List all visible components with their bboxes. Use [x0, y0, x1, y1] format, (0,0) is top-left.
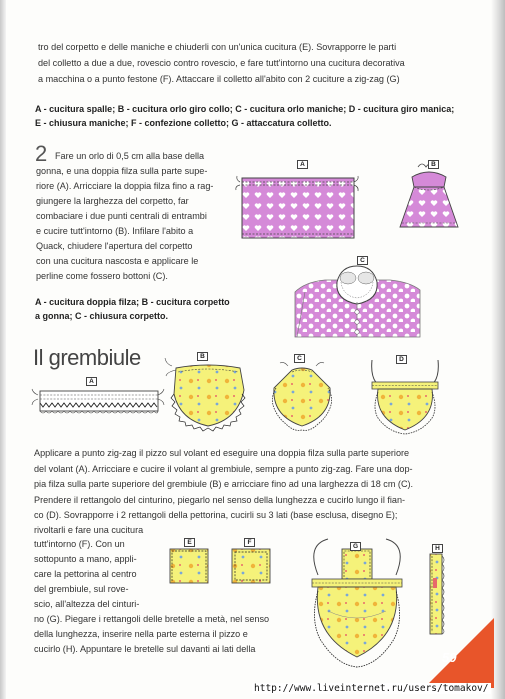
- intro-legend-line-1: A - cucitura spalle; B - cucitura orlo giro collo; C - cucitura orlo maniche; D - cucitura giro manica;: [35, 104, 455, 114]
- section-line-4: Prendere il rettangolo del cinturino, piegarlo nel senso della lunghezza e cucirlo lungo il fian-: [34, 495, 406, 505]
- section-narrow-line-4: del grembiule, sul rove-: [34, 584, 129, 594]
- step2-line-6: e cucire tutt'intorno (B). Infilare l'abito a: [36, 226, 194, 236]
- page-number: 59: [442, 650, 457, 665]
- apron-with-bib-illustration: [298, 535, 416, 675]
- section-narrow-line-5: scio, all'altezza del cinturi-: [34, 599, 140, 609]
- figure-tag-apron-e: E: [184, 538, 195, 547]
- skirt-flat-illustration: [240, 168, 360, 243]
- intro-line-1: tro del corpetto e delle maniche e chiuderli con un'unica cucitura (E). Sovrapporre le parti: [38, 42, 397, 52]
- step2-line-5: combaciare i due punti centrali di entrambi: [36, 211, 207, 221]
- bib-sewn-illustration: [168, 545, 213, 590]
- step2-line-1: Fare un orlo di 0,5 cm alla base della: [55, 151, 205, 161]
- section-line-3: pia filza sulla parte superiore del grembiule (B) e arricciare fino ad una larghezza di 18 cm (C).: [34, 479, 414, 489]
- step2-line-3: riore (A). Arricciare la doppia filza fino a rag-: [36, 181, 214, 191]
- step2-line-7: Quack, chiudere l'apertura del corpetto: [36, 241, 193, 251]
- skirt-gathered-illustration: [392, 165, 467, 245]
- step2-line-9: perline come fossero bottoni (C).: [36, 271, 168, 281]
- step-number: 2: [35, 141, 48, 166]
- figure-tag-a: A: [297, 160, 308, 169]
- page-spine-shadow: [0, 0, 6, 699]
- step2-line-4: giungere la larghezza del corpetto, far: [36, 196, 189, 206]
- figure-tag-apron-h: H: [432, 544, 443, 553]
- step2-legend-line-1: A - cucitura doppia filza; B - cucitura corpetto: [35, 297, 230, 307]
- page-corner-triangle: [424, 618, 494, 688]
- apron-panel-illustration: [168, 360, 253, 440]
- section-line-6: rivoltarli e fare una cucitura: [34, 525, 144, 535]
- section-title: Il grembiule: [33, 345, 141, 370]
- section-narrow-line-1: tutt'intorno (F). Con un: [34, 539, 125, 549]
- watermark-url: http://www.liveinternet.ru/users/tomakov/: [254, 683, 489, 694]
- figure-tag-b: B: [428, 160, 439, 169]
- page-edge-shadow: [491, 0, 505, 699]
- apron-waistband-illustration: [360, 360, 450, 442]
- figure-tag-apron-b: B: [197, 352, 208, 361]
- figure-tag-apron-g: G: [350, 542, 361, 551]
- intro-line-2: del colletto a due a due, rovescio contro rovescio, e fare tutt'intorno una cucitura decorativa: [38, 58, 405, 68]
- intro-legend-line-2: E - chiusura maniche; F - confezione colletto; G - attaccatura colletto.: [35, 118, 332, 128]
- section-narrow-line-6: no (G). Piegare i rettangoli delle bretelle a metà, nel senso: [34, 614, 270, 624]
- figure-tag-apron-f: F: [244, 538, 255, 547]
- step2-line-2: gonna, e una doppia filza sulla parte supe-: [36, 166, 208, 176]
- bib-turned-illustration: [230, 545, 275, 590]
- figure-tag-apron-a: A: [86, 377, 97, 386]
- step2-legend-line-2: a gonna; C - chiusura corpetto.: [35, 311, 169, 321]
- apron-gathered-illustration: [262, 364, 342, 436]
- section-narrow-line-2: sottopunto a mano, appli-: [34, 554, 137, 564]
- section-narrow-line-3: care la pettorina al centro: [34, 569, 137, 579]
- section-line-2: del volant (A). Arricciare e cucire il volant al grembiule, sempre a punto zig-zag. Fare una dop-: [34, 464, 413, 474]
- figure-tag-apron-c: C: [294, 354, 305, 363]
- figure-tag-c: C: [357, 256, 368, 265]
- section-line-5: co (D). Sovrapporre i 2 rettangoli della pettorina, cucirli su 3 lati (base esclusa, disegno E);: [34, 510, 398, 520]
- figure-tag-apron-d: D: [396, 355, 407, 364]
- section-narrow-line-7: della lunghezza, inserire nella parte esterna il pizzo e: [34, 629, 248, 639]
- collar-bodice-illustration: [295, 262, 420, 337]
- intro-line-3: a macchina o a punto festone (F). Attaccare il colletto all'abito con 2 cuciture a zig-zag (G): [38, 74, 400, 84]
- step2-line-8: con una cucitura nascosta e applicare le: [36, 256, 199, 266]
- section-narrow-line-8: cucirlo (H). Appuntare le bretelle sul davanti ai lati della: [34, 644, 256, 654]
- section-line-1: Applicare a punto zig-zag il pizzo sul volant ed eseguire una doppia filza sulla parte superiore: [34, 448, 410, 458]
- ruffle-strip-illustration: [38, 383, 163, 418]
